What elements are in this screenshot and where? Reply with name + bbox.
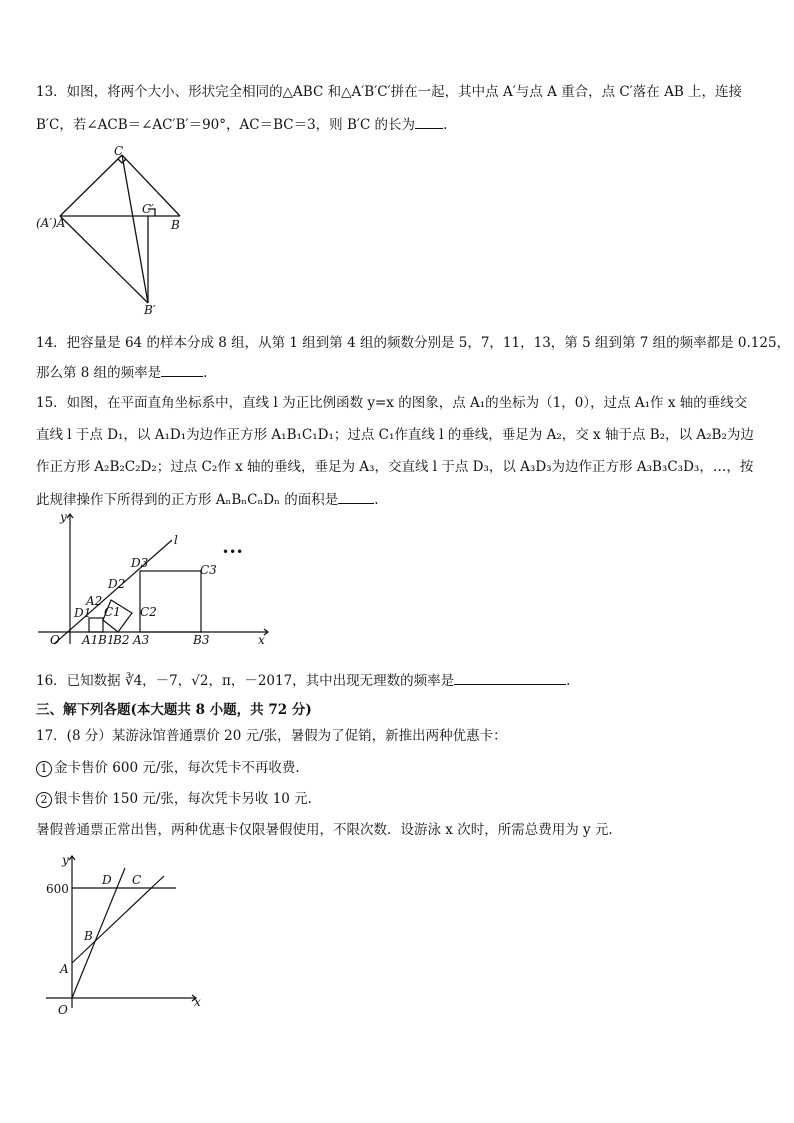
q13-label-bprime: B′ [144, 303, 156, 317]
q15-label-c3: C3 [200, 563, 217, 577]
section-3-heading: 三、解下列各题(本大题共 8 小题，共 72 分) [36, 702, 312, 718]
q13-line-2-text: B′C，若∠ACB＝∠AC′B′＝90°，AC＝BC＝3，则 B′C 的长为 [36, 117, 416, 133]
q15-label-c2: C2 [140, 605, 157, 619]
q15-label-x: x [258, 633, 265, 647]
q17-figure [36, 848, 216, 1023]
q15-label-b2: B2 [113, 633, 130, 647]
q13-line-1: 13．如图，将两个大小、形状完全相同的△ABC 和△A′B′C′拼在一起，其中点 A′与点 A 重合，点 C′落在 AB 上，连接 [36, 84, 743, 100]
q17-label-o: O [58, 1003, 68, 1017]
q13-label-c: C [114, 144, 124, 158]
q17-label-b: B [84, 929, 93, 943]
q17-label-d: D [102, 873, 112, 887]
q17-option-1 [36, 758, 300, 778]
q13-right-angle-c [118, 159, 126, 163]
q17-label-x: x [194, 995, 201, 1009]
q13-label-cprime: C′ [142, 202, 154, 216]
q15-line-4-text: 此规律操作下所得到的正方形 AₙBₙCₙDₙ 的面积是 [36, 492, 339, 508]
q15-label-l: l [174, 533, 178, 547]
q13-figure [30, 143, 190, 318]
q15-line-2: 直线 l 于点 D₁，以 A₁D₁为边作正方形 A₁B₁C₁D₁；过点 C₁作直线 l 的垂线，垂足为 A₂，交 x 轴于点 B₂，以 A₂B₂为边 [36, 427, 754, 443]
q15-label-c1: C1 [104, 605, 121, 619]
q15-label-b3: B3 [193, 633, 210, 647]
q17-option-2-text: 银卡售价 150 元/张，每次凭卡另收 10 元. [54, 791, 312, 807]
q17-label-600: 600 [46, 882, 69, 896]
q15-figure [36, 506, 286, 651]
q15-dots: ••• [222, 545, 244, 559]
q17-label-a: A [60, 962, 69, 976]
q15-square-3 [140, 571, 201, 632]
q13-label-a: (A′)A [36, 216, 66, 230]
q15-line-3: 作正方形 A₂B₂C₂D₂；过点 C₂作 x 轴的垂线，垂足为 A₃，交直线 l 于点 D₃，以 A₃D₃为边作正方形 A₃B₃C₃D₃，…，按 [36, 459, 754, 475]
q17-option-1-number: 1 [36, 761, 52, 777]
q16-text: 16．已知数据 ∛4，－7，√2，π，－2017，其中出现无理数的频率是 [36, 673, 455, 689]
q13-answer-blank [415, 114, 443, 129]
q17-label-c: C [132, 873, 142, 887]
q13-segment-ac [60, 155, 122, 216]
q16-end: . [566, 673, 571, 689]
q13-label-b: B [171, 218, 180, 232]
q15-line-4-end: . [374, 492, 379, 508]
q15-label-a2: A2 [86, 594, 103, 608]
q17-line-4: 暑假普通票正常出售，两种优惠卡仅限暑假使用，不限次数．设游泳 x 次时，所需总费用为 y 元. [36, 822, 613, 838]
q17-label-y: y [62, 853, 69, 867]
q15-label-a1: A1 [82, 633, 99, 647]
q15-label-d1: D1 [74, 606, 92, 620]
q17-option-2-number: 2 [36, 792, 52, 808]
q14-line-2-end: . [203, 365, 208, 381]
q15-label-y: y [60, 510, 67, 524]
q14-answer-blank [161, 362, 203, 377]
q17-option-2 [36, 789, 312, 809]
q15-line-1: 15．如图，在平面直角坐标系中，直线 l 为正比例函数 y=x 的图象，点 A₁的坐标为（1，0），过点 A₁作 x 轴的垂线交 [36, 395, 748, 411]
q17-line-1: 17．(8 分）某游泳馆普通票价 20 元/张，暑假为了促销，新推出两种优惠卡： [36, 728, 507, 744]
q15-label-d2: D2 [108, 577, 126, 591]
q15-label-o: O [50, 633, 60, 647]
q15-label-b1: B1 [98, 633, 115, 647]
q14-line-2 [36, 362, 207, 383]
q15-label-d3: D3 [131, 556, 149, 570]
q15-square-1 [89, 618, 103, 632]
q17-line-ac [72, 876, 164, 963]
q13-line-2 [36, 114, 447, 135]
q16-answer-blank [454, 670, 566, 685]
q14-line-1: 14．把容量是 64 的样本分成 8 组，从第 1 组到第 4 组的频数分别是 5，7，11，13，第 5 组到第 7 组的频率都是 0.125， [36, 335, 791, 351]
q15-label-a3: A3 [133, 633, 150, 647]
q16-line [36, 670, 570, 691]
q15-answer-blank [338, 489, 374, 504]
q17-option-1-text: 金卡售价 600 元/张，每次凭卡不再收费. [54, 760, 300, 776]
q13-line-2-end: . [443, 117, 448, 133]
q14-line-2-text: 那么第 8 组的频率是 [36, 365, 162, 381]
